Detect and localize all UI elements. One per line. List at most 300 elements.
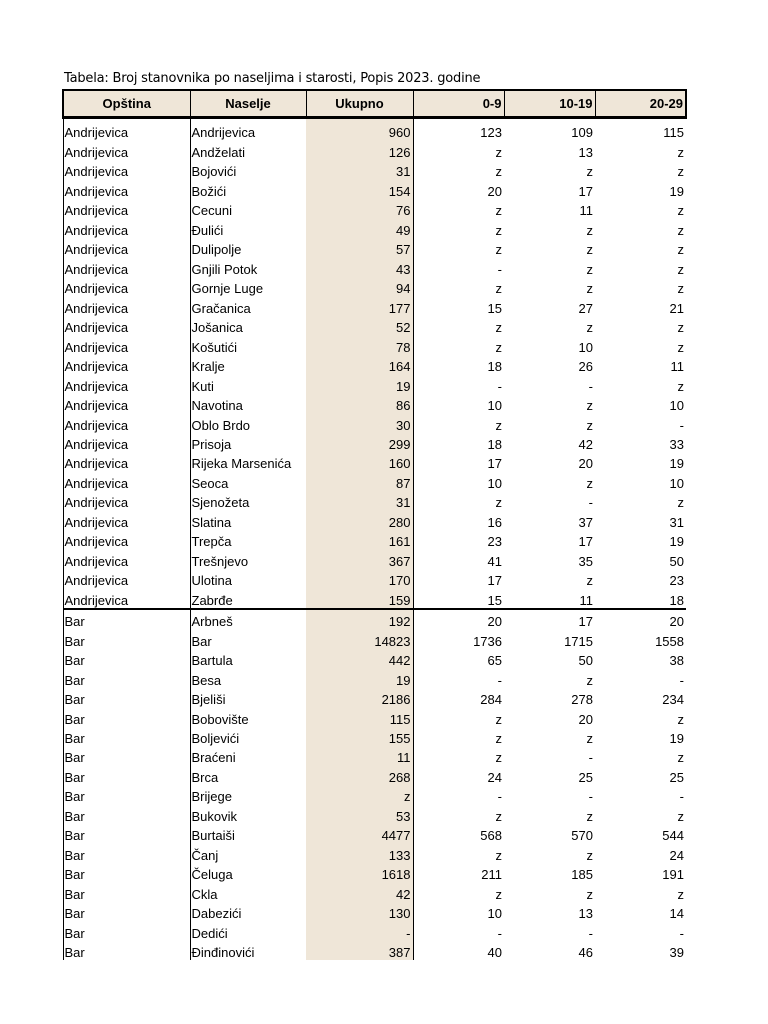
cell-age-0-9: z	[495, 750, 502, 766]
cell-opstina: Bar	[63, 863, 190, 882]
cell-ukupno: 49	[306, 218, 413, 237]
cell-opstina: Bar	[63, 765, 190, 784]
cell-opstina: Bar	[63, 668, 190, 687]
header-opstina: Opština	[63, 90, 190, 118]
cell-naselje: Bar	[190, 629, 306, 648]
cell-ukupno: 14823	[306, 629, 413, 648]
table-caption: Tabela: Broj stanovnika po naseljima i starosti, Popis 2023. godine	[64, 71, 481, 86]
cell-age-0-9: 16	[487, 514, 502, 530]
cell-ukupno: 154	[306, 179, 413, 198]
cell-opstina: Andrijevica	[63, 471, 190, 490]
cell-opstina: Andrijevica	[63, 433, 190, 452]
cell-opstina: Bar	[63, 629, 190, 648]
table-row	[63, 510, 686, 529]
cell-age-0-9: z	[495, 731, 502, 746]
cell-naselje: Brca	[190, 765, 306, 784]
cell-naselje: Braćeni	[190, 746, 306, 765]
cell-opstina: Bar	[63, 804, 190, 823]
cell-age-0-9: z	[495, 242, 502, 258]
cell-age-10-19: z	[586, 281, 593, 297]
table-row	[63, 530, 686, 549]
cell-age-20-29: -	[679, 672, 684, 688]
cell-naselje: Gračanica	[190, 296, 306, 315]
cell-naselje: Bartula	[190, 649, 306, 668]
cell-age-0-9: 568	[480, 828, 502, 844]
cell-age-0-9: z	[495, 164, 502, 180]
cell-opstina: Andrijevica	[63, 588, 190, 608]
cell-age-10-19: 11	[579, 592, 593, 608]
cell-ukupno: 126	[306, 140, 413, 159]
cell-age-20-29: z	[677, 164, 684, 180]
cell-age-10-19: 27	[578, 300, 593, 316]
cell-opstina: Andrijevica	[63, 394, 190, 413]
cell-age-0-9: 10	[487, 906, 502, 922]
cell-age-20-29: 20	[595, 609, 686, 629]
cell-age-20-29: z	[677, 144, 684, 160]
cell-ukupno: 160	[306, 452, 413, 471]
cell-ukupno: 53	[306, 804, 413, 823]
cell-naselje: Brijege	[190, 785, 306, 804]
cell-age-20-29: 50	[669, 553, 684, 569]
cell-opstina: Andrijevica	[63, 257, 190, 276]
table-row	[63, 824, 686, 843]
cell-age-10-19: 109	[571, 125, 593, 141]
cell-naselje: Božići	[190, 179, 306, 198]
cell-opstina: Andrijevica	[63, 140, 190, 159]
cell-naselje: Ckla	[190, 882, 306, 901]
table-row	[63, 707, 686, 726]
cell-naselje: Bjeliši	[190, 688, 306, 707]
cell-ukupno: 192	[306, 609, 413, 629]
cell-age-20-29: 191	[662, 867, 684, 883]
cell-naselje: Rijeka Marsenića	[190, 452, 306, 471]
cell-age-10-19: z	[586, 242, 593, 258]
cell-opstina: Bar	[63, 785, 190, 804]
cell-naselje: Andrijevica	[190, 118, 306, 141]
cell-age-10-19: 13	[578, 144, 593, 160]
cell-ukupno: 159	[306, 588, 413, 608]
table-row	[63, 629, 686, 648]
cell-age-10-19: z	[586, 164, 593, 180]
table-row	[63, 921, 686, 940]
cell-age-0-9: z	[495, 203, 502, 219]
cell-ukupno: 164	[306, 355, 413, 374]
cell-age-0-9: -	[497, 672, 502, 688]
cell-age-0-9: 15	[487, 592, 502, 608]
cell-ukupno: 19	[306, 374, 413, 393]
cell-naselje: Kralje	[190, 355, 306, 374]
cell-age-20-29: 19	[669, 456, 684, 472]
cell-age-10-19: 278	[571, 692, 593, 708]
cell-age-10-19: 11	[579, 203, 593, 219]
cell-opstina: Andrijevica	[63, 510, 190, 529]
cell-age-10-19: -	[588, 789, 593, 805]
cell-age-20-29: 31	[669, 514, 684, 530]
cell-ukupno: 133	[306, 843, 413, 862]
cell-naselje: Ulotina	[190, 569, 306, 588]
cell-ukupno: 155	[306, 727, 413, 746]
cell-age-10-19: z	[586, 886, 593, 902]
cell-opstina: Bar	[63, 941, 190, 960]
cell-age-20-29: 24	[669, 847, 684, 863]
cell-opstina: Bar	[63, 843, 190, 862]
cell-naselje: Jošanica	[190, 316, 306, 335]
cell-age-10-19: z	[586, 808, 593, 824]
cell-age-20-29: 39	[669, 945, 684, 961]
cell-age-0-9: 41	[487, 553, 502, 569]
cell-ukupno: 31	[306, 491, 413, 510]
cell-ukupno: 130	[306, 902, 413, 921]
cell-opstina: Andrijevica	[63, 118, 190, 141]
cell-ukupno: 442	[306, 649, 413, 668]
cell-age-10-19: 50	[578, 653, 593, 669]
table-row	[63, 882, 686, 901]
table-row	[63, 471, 686, 490]
cell-age-20-29: 21	[669, 300, 684, 316]
cell-age-10-19: z	[586, 847, 593, 863]
cell-age-20-29: z	[677, 281, 684, 297]
cell-ukupno: z	[306, 785, 413, 804]
table-row	[63, 179, 686, 198]
cell-age-20-29: 14	[669, 906, 684, 922]
cell-naselje: Slatina	[190, 510, 306, 529]
cell-opstina: Bar	[63, 688, 190, 707]
cell-age-10-19: z	[586, 475, 593, 491]
cell-naselje: Gornje Luge	[190, 277, 306, 296]
table-row	[63, 941, 686, 960]
cell-age-10-19: 20	[578, 456, 593, 472]
cell-age-10-19: 570	[571, 828, 593, 844]
table-row	[63, 140, 686, 159]
cell-age-0-9: z	[495, 808, 502, 824]
cell-age-0-9: 20	[413, 609, 504, 629]
cell-naselje: Dabezići	[190, 902, 306, 921]
cell-naselje: Dulipolje	[190, 238, 306, 257]
cell-opstina: Bar	[63, 609, 190, 629]
table-row	[63, 199, 686, 218]
cell-naselje: Čanj	[190, 843, 306, 862]
cell-opstina: Bar	[63, 882, 190, 901]
cell-age-0-9: -	[497, 378, 502, 394]
cell-age-0-9: 1736	[473, 633, 502, 649]
cell-age-0-9: 24	[487, 769, 502, 785]
cell-age-20-29: 38	[669, 653, 684, 669]
cell-age-0-9: z	[495, 847, 502, 863]
table-row	[63, 804, 686, 823]
cell-opstina: Bar	[63, 707, 190, 726]
cell-naselje: Košutići	[190, 335, 306, 354]
cell-ukupno: 280	[306, 510, 413, 529]
cell-naselje: Čeluga	[190, 863, 306, 882]
header-ukupno: Ukupno	[306, 90, 413, 118]
cell-age-10-19: 185	[571, 867, 593, 883]
cell-age-10-19: -	[588, 750, 593, 766]
cell-opstina: Andrijevica	[63, 530, 190, 549]
cell-naselje: Prisoja	[190, 433, 306, 452]
cell-ukupno: 4477	[306, 824, 413, 843]
cell-age-0-9: -	[497, 261, 502, 277]
header-naselje: Naselje	[190, 90, 306, 118]
cell-age-20-29: 544	[662, 828, 684, 844]
cell-naselje: Seoca	[190, 471, 306, 490]
cell-naselje: Đulići	[190, 218, 306, 237]
table-row	[63, 688, 686, 707]
cell-age-10-19: 26	[578, 359, 593, 375]
cell-opstina: Andrijevica	[63, 277, 190, 296]
cell-age-10-19: z	[586, 261, 593, 277]
header-age-10-19: 10-19	[504, 90, 595, 118]
cell-ukupno: 76	[306, 199, 413, 218]
cell-age-10-19: 35	[578, 553, 593, 569]
header-age-0-9: 0-9	[413, 90, 504, 118]
cell-age-0-9: 10	[487, 398, 502, 414]
cell-age-20-29: z	[677, 339, 684, 355]
cell-naselje: Cecuni	[190, 199, 306, 218]
cell-age-10-19: z	[586, 222, 593, 238]
cell-age-0-9: z	[495, 144, 502, 160]
cell-age-0-9: -	[497, 789, 502, 805]
cell-age-20-29: -	[679, 925, 684, 941]
cell-age-20-29: z	[677, 711, 684, 727]
cell-age-10-19: 10	[578, 339, 593, 355]
cell-age-20-29: z	[677, 495, 684, 511]
cell-ukupno: 299	[306, 433, 413, 452]
cell-opstina: Andrijevica	[63, 238, 190, 257]
cell-opstina: Andrijevica	[63, 374, 190, 393]
cell-age-0-9: 284	[480, 692, 502, 708]
cell-ukupno: 387	[306, 941, 413, 960]
cell-age-0-9: 17	[487, 573, 502, 589]
cell-age-0-9: z	[495, 339, 502, 355]
cell-age-10-19: 13	[578, 906, 593, 922]
cell-age-10-19: z	[586, 573, 593, 589]
table-row	[63, 296, 686, 315]
cell-ukupno: 1618	[306, 863, 413, 882]
cell-naselje: Arbneš	[190, 609, 306, 629]
cell-age-10-19: 42	[578, 436, 593, 452]
cell-age-10-19: z	[586, 672, 593, 688]
cell-ukupno: 2186	[306, 688, 413, 707]
cell-age-0-9: -	[497, 925, 502, 941]
cell-age-20-29: 33	[669, 436, 684, 452]
cell-age-20-29: 10	[669, 475, 684, 491]
cell-age-0-9: 18	[487, 436, 502, 452]
cell-naselje: Trepča	[190, 530, 306, 549]
table-row	[63, 257, 686, 276]
cell-ukupno: 31	[306, 160, 413, 179]
cell-naselje: Bukovik	[190, 804, 306, 823]
cell-age-10-19: 25	[578, 769, 593, 785]
table-row	[63, 746, 686, 765]
header-row	[63, 90, 686, 118]
cell-naselje: Trešnjevo	[190, 549, 306, 568]
cell-age-20-29: z	[677, 750, 684, 766]
cell-opstina: Andrijevica	[63, 355, 190, 374]
cell-age-0-9: z	[495, 417, 502, 433]
cell-age-20-29: 10	[669, 398, 684, 414]
table-body	[63, 118, 686, 961]
cell-age-20-29: z	[677, 242, 684, 258]
table-row	[63, 335, 686, 354]
table-row	[63, 668, 686, 687]
cell-age-0-9: z	[495, 711, 502, 727]
cell-naselje: Boljevići	[190, 727, 306, 746]
cell-opstina: Andrijevica	[63, 199, 190, 218]
cell-opstina: Bar	[63, 649, 190, 668]
table-row	[63, 218, 686, 237]
table-row	[63, 238, 686, 257]
cell-age-0-9: 20	[487, 183, 502, 199]
cell-age-20-29: z	[677, 203, 684, 219]
cell-opstina: Andrijevica	[63, 160, 190, 179]
cell-age-0-9: 65	[487, 653, 502, 669]
table-row	[63, 609, 686, 629]
table-row	[63, 316, 686, 335]
table-row	[63, 452, 686, 471]
cell-age-0-9: 40	[487, 945, 502, 961]
table-row	[63, 863, 686, 882]
cell-age-20-29: -	[679, 789, 684, 805]
cell-age-10-19: z	[586, 320, 593, 336]
cell-age-10-19: 20	[578, 711, 593, 727]
cell-age-10-19: -	[588, 495, 593, 511]
table-row	[63, 902, 686, 921]
cell-age-0-9: 18	[487, 359, 502, 375]
cell-ukupno: 57	[306, 238, 413, 257]
cell-age-0-9: 23	[487, 534, 502, 550]
cell-age-20-29: 19	[669, 731, 684, 746]
cell-age-10-19: 17	[578, 534, 593, 550]
cell-naselje: Sjenožeta	[190, 491, 306, 510]
cell-ukupno: 52	[306, 316, 413, 335]
cell-ukupno: 42	[306, 882, 413, 901]
cell-ukupno: 170	[306, 569, 413, 588]
cell-age-0-9: 15	[487, 300, 502, 316]
cell-age-20-29: z	[677, 378, 684, 394]
cell-age-0-9: 17	[487, 456, 502, 472]
cell-ukupno: 268	[306, 765, 413, 784]
cell-age-10-19: 37	[578, 514, 593, 530]
cell-age-20-29: z	[677, 320, 684, 336]
cell-opstina: Andrijevica	[63, 569, 190, 588]
table-row	[63, 765, 686, 784]
cell-ukupno: -	[306, 921, 413, 940]
table-row	[63, 569, 686, 588]
cell-age-20-29: -	[679, 417, 684, 433]
cell-age-20-29: 234	[662, 692, 684, 708]
cell-age-0-9: z	[495, 320, 502, 336]
table-row	[63, 355, 686, 374]
cell-age-20-29: z	[677, 808, 684, 824]
cell-age-20-29: z	[677, 886, 684, 902]
table-row	[63, 727, 686, 746]
cell-age-0-9: z	[495, 222, 502, 238]
table-row	[63, 785, 686, 804]
table-row	[63, 649, 686, 668]
cell-age-20-29: 1558	[655, 633, 684, 649]
cell-age-0-9: 123	[480, 125, 502, 141]
cell-age-20-29: 25	[669, 769, 684, 785]
cell-age-10-19: z	[586, 731, 593, 746]
cell-ukupno: 87	[306, 471, 413, 490]
table-row	[63, 491, 686, 510]
cell-naselje: Besa	[190, 668, 306, 687]
cell-age-10-19: -	[588, 925, 593, 941]
cell-naselje: Zabrđe	[190, 588, 306, 608]
cell-ukupno: 19	[306, 668, 413, 687]
cell-ukupno: 86	[306, 394, 413, 413]
cell-opstina: Andrijevica	[63, 335, 190, 354]
cell-age-20-29: 19	[669, 183, 684, 199]
cell-ukupno: 43	[306, 257, 413, 276]
cell-opstina: Andrijevica	[63, 549, 190, 568]
cell-ukupno: 960	[306, 118, 413, 141]
cell-age-10-19: 1715	[564, 633, 593, 649]
cell-age-0-9: z	[495, 495, 502, 511]
cell-age-10-19: -	[588, 378, 593, 394]
cell-age-0-9: z	[495, 281, 502, 297]
cell-opstina: Andrijevica	[63, 296, 190, 315]
cell-opstina: Bar	[63, 824, 190, 843]
cell-opstina: Bar	[63, 727, 190, 746]
cell-naselje: Bobovište	[190, 707, 306, 726]
cell-ukupno: 115	[306, 707, 413, 726]
table-row	[63, 588, 686, 608]
cell-age-20-29: 23	[669, 573, 684, 589]
cell-opstina: Andrijevica	[63, 452, 190, 471]
header-age-20-29: 20-29	[595, 90, 686, 118]
cell-age-20-29: z	[677, 261, 684, 277]
cell-ukupno: 161	[306, 530, 413, 549]
table-row	[63, 160, 686, 179]
cell-age-10-19: 17	[504, 609, 595, 629]
cell-opstina: Andrijevica	[63, 218, 190, 237]
cell-age-10-19: 46	[578, 945, 593, 961]
table-row	[63, 413, 686, 432]
cell-naselje: Burtaiši	[190, 824, 306, 843]
cell-naselje: Kuti	[190, 374, 306, 393]
cell-naselje: Andželati	[190, 140, 306, 159]
table-row	[63, 277, 686, 296]
cell-age-10-19: 17	[578, 183, 593, 199]
cell-age-10-19: z	[586, 417, 593, 433]
cell-age-0-9: 211	[481, 867, 502, 883]
cell-opstina: Bar	[63, 921, 190, 940]
cell-age-20-29: 19	[669, 534, 684, 550]
cell-age-0-9: 10	[487, 475, 502, 491]
cell-ukupno: 367	[306, 549, 413, 568]
table-row	[63, 843, 686, 862]
cell-age-10-19: z	[586, 398, 593, 414]
table-row	[63, 433, 686, 452]
cell-opstina: Andrijevica	[63, 491, 190, 510]
cell-naselje: Navotina	[190, 394, 306, 413]
population-table	[62, 89, 687, 960]
cell-ukupno: 30	[306, 413, 413, 432]
cell-opstina: Bar	[63, 746, 190, 765]
cell-age-20-29: 115	[663, 125, 684, 141]
cell-naselje: Dedići	[190, 921, 306, 940]
cell-age-20-29: z	[677, 222, 684, 238]
cell-ukupno: 94	[306, 277, 413, 296]
table-row	[63, 394, 686, 413]
table-row	[63, 118, 686, 141]
cell-opstina: Andrijevica	[63, 413, 190, 432]
cell-age-20-29: 18	[669, 592, 684, 608]
cell-opstina: Andrijevica	[63, 179, 190, 198]
table-row	[63, 549, 686, 568]
cell-naselje: Bojovići	[190, 160, 306, 179]
